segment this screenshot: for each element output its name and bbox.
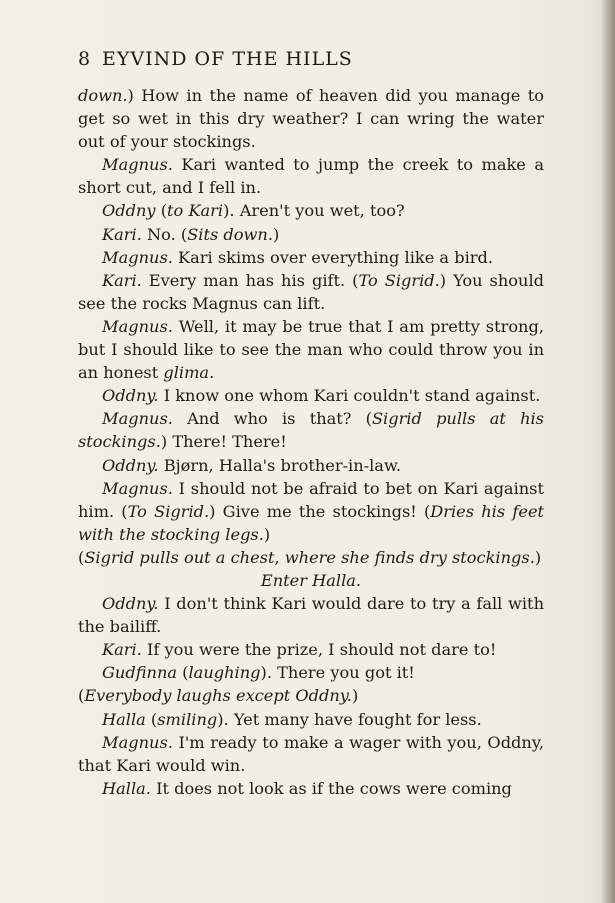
dialogue-text: I don't think Kari would dare to try a fall with the bailiff. bbox=[78, 594, 544, 637]
dialogue-text: It does not look as if the cows were coming bbox=[150, 778, 512, 798]
dialogue-text: ) bbox=[263, 524, 271, 544]
stage-direction: Sigrid pulls out a chest bbox=[84, 547, 275, 567]
speaker-name: Magnus. bbox=[102, 247, 173, 267]
paragraph-18 bbox=[78, 731, 544, 777]
dialogue-text: ). Yet many have fought for less. bbox=[217, 709, 482, 729]
dialogue-text: , bbox=[274, 547, 285, 567]
page-number: 8 bbox=[78, 48, 91, 70]
paragraph-6 bbox=[78, 315, 544, 384]
stage-direction: down. bbox=[78, 86, 128, 105]
speaker-name: Magnus. bbox=[102, 409, 173, 429]
dialogue-text: Kari skims over everything like a bird. bbox=[172, 247, 494, 267]
paragraph-14 bbox=[78, 638, 544, 661]
paragraph-8 bbox=[78, 407, 544, 453]
stage-entrance: Enter Halla. bbox=[260, 570, 362, 590]
paragraph-19 bbox=[78, 777, 544, 800]
page-edge-shadow bbox=[601, 0, 615, 903]
dialogue-text: No. ( bbox=[141, 224, 188, 244]
dialogue-text: ) Give me the stockings! ( bbox=[209, 501, 431, 521]
speaker-name: Oddny. bbox=[102, 455, 159, 475]
paragraph-16 bbox=[78, 684, 544, 707]
dialogue-text: ) How in the name of heaven did you manage to get so wet in this dry weather? I can wring the water out of your stockings. bbox=[78, 86, 544, 152]
dialogue-text: Kari wanted to jump the creek to make a short cut, and I fell in. bbox=[78, 155, 544, 198]
paragraph-12 bbox=[78, 569, 544, 592]
paragraph-15 bbox=[78, 661, 544, 684]
dialogue-text: Well, it may be true that I am pretty strong, but I should like to see the man who could throw you in an honest bbox=[78, 316, 544, 383]
stage-direction: To Sigrid. bbox=[358, 270, 440, 290]
speaker-name: Halla. bbox=[102, 778, 151, 798]
stage-direction: smiling bbox=[157, 709, 218, 729]
paragraph-1 bbox=[78, 153, 544, 199]
speaker-name: Kari. bbox=[102, 224, 142, 244]
stage-direction: laughing bbox=[188, 663, 261, 683]
paragraph-2 bbox=[78, 199, 544, 222]
paragraph-9 bbox=[78, 454, 544, 477]
dialogue-text: ) There! There! bbox=[160, 432, 287, 452]
paragraph-3 bbox=[78, 223, 544, 246]
dialogue-text: And who is that? ( bbox=[172, 409, 372, 429]
speaker-name: Kari. bbox=[102, 270, 142, 290]
paragraph-0 bbox=[78, 84, 544, 153]
speaker-name: Oddny. bbox=[102, 386, 159, 406]
page-header bbox=[78, 48, 544, 74]
speaker-name: Oddny bbox=[102, 201, 156, 221]
running-title: EYVIND OF THE HILLS bbox=[102, 48, 353, 70]
speaker-name: Gudfinna bbox=[102, 663, 178, 683]
dialogue-text: ( bbox=[78, 547, 85, 567]
dialogue-text: ( bbox=[155, 201, 168, 221]
speaker-name: Magnus. bbox=[102, 316, 173, 336]
stage-direction: Dries his feet with the stocking legs. bbox=[78, 501, 545, 544]
speaker-name: Oddny. bbox=[102, 594, 159, 614]
paragraph-11 bbox=[78, 546, 544, 569]
stage-direction: Everybody laughs except Oddny. bbox=[84, 686, 352, 706]
foreign-word: glima. bbox=[163, 363, 215, 383]
speaker-name: Halla bbox=[102, 709, 146, 729]
stage-direction: to Kari bbox=[167, 201, 224, 221]
body-text bbox=[78, 84, 544, 800]
dialogue-text: ( bbox=[145, 709, 158, 729]
dialogue-text: ) You should see the rocks Magnus can lift. bbox=[78, 270, 545, 313]
dialogue-text: I should not be afraid to bet on Kari against him. ( bbox=[78, 478, 544, 521]
stage-direction: where she finds dry stockings. bbox=[284, 547, 535, 567]
dialogue-text: I'm ready to make a wager with you, Oddny, that Kari would win. bbox=[78, 732, 544, 775]
paragraph-17 bbox=[78, 708, 544, 731]
paragraph-4 bbox=[78, 246, 544, 269]
speaker-name: Magnus. bbox=[102, 732, 173, 752]
dialogue-text: ) bbox=[534, 547, 542, 567]
dialogue-text: ) bbox=[351, 686, 359, 706]
dialogue-text: ( bbox=[78, 686, 85, 706]
speaker-name: Kari. bbox=[102, 640, 142, 660]
dialogue-text: ( bbox=[177, 663, 189, 683]
stage-direction: Sits down. bbox=[187, 224, 273, 244]
paragraph-13 bbox=[78, 592, 544, 638]
dialogue-text: ). There you got it! bbox=[260, 663, 415, 683]
paragraph-10 bbox=[78, 477, 544, 546]
stage-direction: To Sigrid. bbox=[127, 501, 210, 521]
dialogue-text: Every man has his gift. ( bbox=[141, 270, 359, 290]
dialogue-text: I know one whom Kari couldn't stand against. bbox=[158, 386, 541, 406]
dialogue-text: ). Aren't you wet, too? bbox=[223, 201, 405, 221]
paragraph-5 bbox=[78, 269, 544, 315]
stage-direction: Sigrid pulls at his stockings. bbox=[78, 409, 544, 452]
speaker-name: Magnus. bbox=[102, 155, 173, 175]
dialogue-text: ) bbox=[272, 224, 280, 244]
paragraph-7 bbox=[78, 384, 544, 407]
dialogue-text: Bjørn, Halla's brother-in-law. bbox=[158, 455, 402, 475]
speaker-name: Magnus. bbox=[102, 478, 173, 498]
dialogue-text: If you were the prize, I should not dare to! bbox=[141, 640, 497, 660]
